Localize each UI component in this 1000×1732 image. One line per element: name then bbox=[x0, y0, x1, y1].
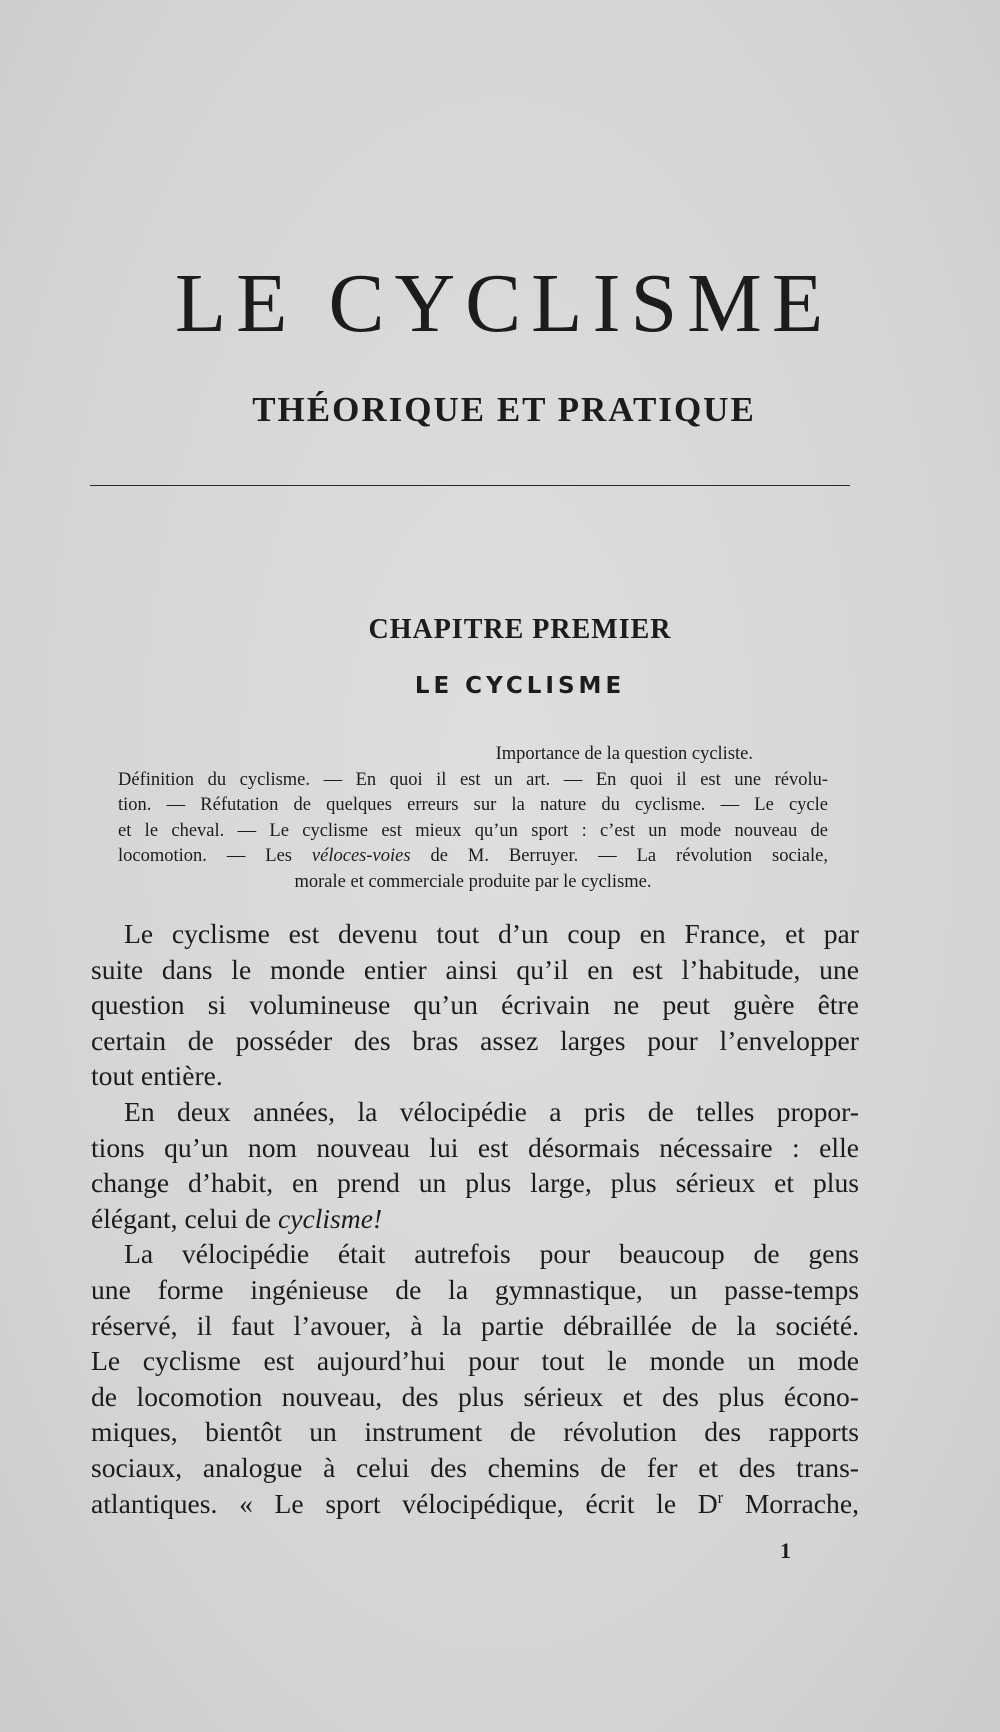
body-text-fragment: Morrache, bbox=[723, 1487, 859, 1519]
body-line: En deux années, la vélocipédie a pris de telles propor- bbox=[124, 1095, 859, 1127]
body-line: Le cyclisme est aujourd’hui pour tout le monde un mode bbox=[91, 1345, 859, 1377]
body-text-fragment: élégant, celui de bbox=[91, 1202, 272, 1234]
summary-line: tion. — Réfutation de quelques erreurs sur la nature du cyclisme. — Le cycle bbox=[118, 795, 828, 815]
summary-line: Définition du cyclisme. — En quoi il est un art. — En quoi il est une révolu- bbox=[118, 769, 828, 790]
body-line: sociaux, analogue à celui des chemins de fer et des trans- bbox=[91, 1451, 859, 1483]
body-line: une forme ingénieuse de la gymnastique, un passe-temps bbox=[91, 1273, 859, 1305]
body-italic-term: cyclisme! bbox=[277, 1202, 383, 1234]
body-line: La vélocipédie était autrefois pour beaucoup de gens bbox=[124, 1238, 859, 1270]
summary-italic-term: véloces-voies bbox=[311, 846, 411, 866]
chapter-label: CHAPITRE PREMIER bbox=[368, 614, 672, 645]
summary-line: et le cheval. — Le cyclisme est mieux qu’un sport : c’est un mode nouveau de bbox=[118, 820, 828, 841]
body-text bbox=[91, 916, 859, 1521]
body-text-fragment: atlantiques. « Le sport vélocipédique, écrit le D bbox=[91, 1487, 718, 1519]
body-line: certain de posséder des bras assez larges pour l’envelopper bbox=[91, 1024, 859, 1056]
body-line: question si volumineuse qu’un écrivain ne peut guère être bbox=[91, 989, 859, 1021]
page-number: 1 bbox=[780, 1538, 791, 1563]
body-line bbox=[91, 1486, 859, 1522]
body-line: suite dans le monde entier ainsi qu’il en est l’habitude, une bbox=[91, 953, 859, 985]
chapter-summary bbox=[118, 742, 828, 895]
body-line: miques, bientôt un instrument de révolution des rapports bbox=[91, 1416, 859, 1448]
book-subtitle: THÉORIQUE ET PRATIQUE bbox=[252, 390, 756, 429]
book-title: LE CYCLISME bbox=[174, 257, 834, 350]
summary-line: Importance de la question cycliste. bbox=[495, 744, 753, 764]
chapter-title: LE CYCLISME bbox=[414, 673, 626, 699]
summary-text: locomotion. — Les bbox=[118, 846, 292, 866]
summary-line bbox=[118, 844, 828, 870]
body-line: de locomotion nouveau, des plus sérieux et des plus écono- bbox=[91, 1380, 859, 1412]
body-line: Le cyclisme est devenu tout d’un coup en France, et par bbox=[124, 918, 859, 949]
body-line bbox=[91, 1201, 859, 1237]
body-line: tout entière. bbox=[91, 1060, 223, 1092]
body-line: tions qu’un nom nouveau lui est désormais nécessaire : elle bbox=[91, 1131, 859, 1163]
body-line: réservé, il faut l’avouer, à la partie débraillée de la société. bbox=[91, 1309, 859, 1341]
summary-text: de M. Berruyer. — La révolution sociale, bbox=[430, 846, 828, 866]
summary-line: morale et commerciale produite par le cyclisme. bbox=[294, 871, 652, 892]
superscript: r bbox=[717, 1487, 724, 1507]
title-rule-divider bbox=[90, 485, 850, 486]
body-line: change d’habit, en prend un plus large, plus sérieux et plus bbox=[91, 1167, 859, 1199]
